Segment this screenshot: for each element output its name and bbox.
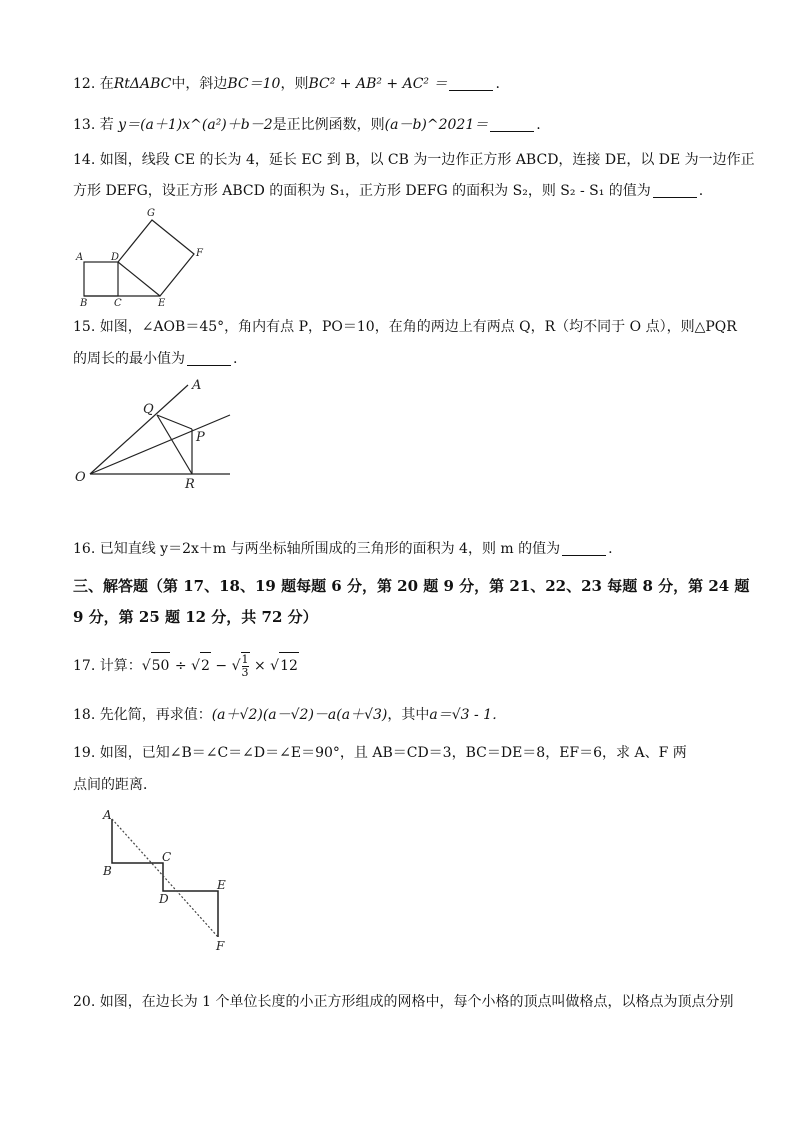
square-abcd [84, 262, 118, 296]
question-17: 17. 计算：√50 ÷ √2 − √ $\frac{1}{3}$ × √12 [73, 652, 298, 679]
q13-expression: (a－b)^2021＝ [384, 117, 489, 133]
segment-af [112, 819, 218, 937]
question-15-line-1: 15. 如图，∠AOB＝45°，角内有点 P，PO＝10，在角的两边上有两点 Q，R（均不同于 O 点），则△PQR [73, 319, 737, 335]
question-14-line-2: 方形 DEFG，设正方形 ABCD 的面积为 S₁，正方形 DEFG 的面积为 S₂，则 S₂ - S₁ 的值为 . [73, 183, 704, 199]
q12-expression: BC² + AB² + AC² ＝ [308, 76, 448, 92]
answer-blank[interactable] [490, 117, 534, 132]
label-f: F [196, 248, 203, 259]
question-19-line-2: 点间的距离． [73, 777, 157, 793]
question-16: 16. 已知直线 y＝2x＋m 与两坐标轴所围成的三角形的面积为 4，则 m 的值为 . [73, 541, 613, 557]
label-a: A [76, 252, 84, 263]
answer-blank[interactable] [449, 76, 493, 91]
q18-expression: (a＋√2)(a－√2)－a(a＋√3) [211, 707, 388, 723]
label-e: E [158, 298, 166, 309]
path-abcdef [112, 819, 218, 937]
section-3-heading-cont: 9 分，第 25 题 12 分，共 72 分） [73, 608, 318, 626]
q14-figure [70, 200, 210, 310]
label-a: A [192, 378, 202, 393]
label-d: D [159, 892, 169, 906]
label-b: B [80, 298, 88, 309]
question-15-line-2: 的周长的最小值为 . [73, 351, 238, 367]
q12-number: 12. [73, 76, 96, 92]
ray-oa [90, 385, 188, 474]
label-d: D [111, 252, 120, 263]
ray-op [90, 415, 230, 474]
q15-figure [70, 375, 240, 495]
answer-blank[interactable] [653, 183, 697, 198]
section-3-heading: 三、解答题（第 17、18、19 题每题 6 分，第 20 题 9 分，第 21、22、23 每题 8 分，第 24 题 [73, 577, 750, 595]
question-20: 20. 如图，在边长为 1 个单位长度的小正方形组成的网格中，每个小格的顶点叫做格点，以格点为顶点分别 [73, 994, 734, 1010]
answer-blank[interactable] [562, 541, 606, 556]
question-12: 12. 在RtΔABC中，斜边BC＝10，则BC² + AB² + AC² ＝ . [73, 76, 500, 92]
label-a: A [103, 808, 112, 822]
answer-blank[interactable] [187, 351, 231, 366]
label-r: R [185, 477, 195, 492]
question-18: 18. 先化简，再求值：(a＋√2)(a－√2)－a(a＋√3)，其中a＝√3 - 1． [73, 707, 507, 723]
label-c: C [162, 850, 172, 864]
square-defg [118, 220, 194, 296]
question-13: 13. 若 y＝(a＋1)x^(a²)＋b－2是正比例函数，则(a－b)^2021＝ . [73, 117, 541, 133]
question-14-line-1: 14. 如图，线段 CE 的长为 4，延长 EC 到 B，以 CB 为一边作正方形 ABCD，连接 DE，以 DE 为一边作正 [73, 152, 755, 168]
label-o: O [75, 470, 86, 485]
label-f: F [216, 939, 225, 953]
label-p: P [196, 430, 205, 445]
label-e: E [217, 878, 226, 892]
label-g: G [147, 208, 155, 219]
q13-function: y＝(a＋1)x^(a²)＋b－2 [118, 117, 273, 133]
label-q: Q [143, 402, 154, 417]
label-b: B [103, 864, 112, 878]
q19-figure [95, 805, 245, 955]
question-19-line-1: 19. 如图，已知∠B＝∠C＝∠D＝∠E＝90°，且 AB＝CD＝3，BC＝DE＝8，EF＝6，求 A、F 两 [73, 745, 687, 761]
label-c: C [114, 298, 122, 309]
